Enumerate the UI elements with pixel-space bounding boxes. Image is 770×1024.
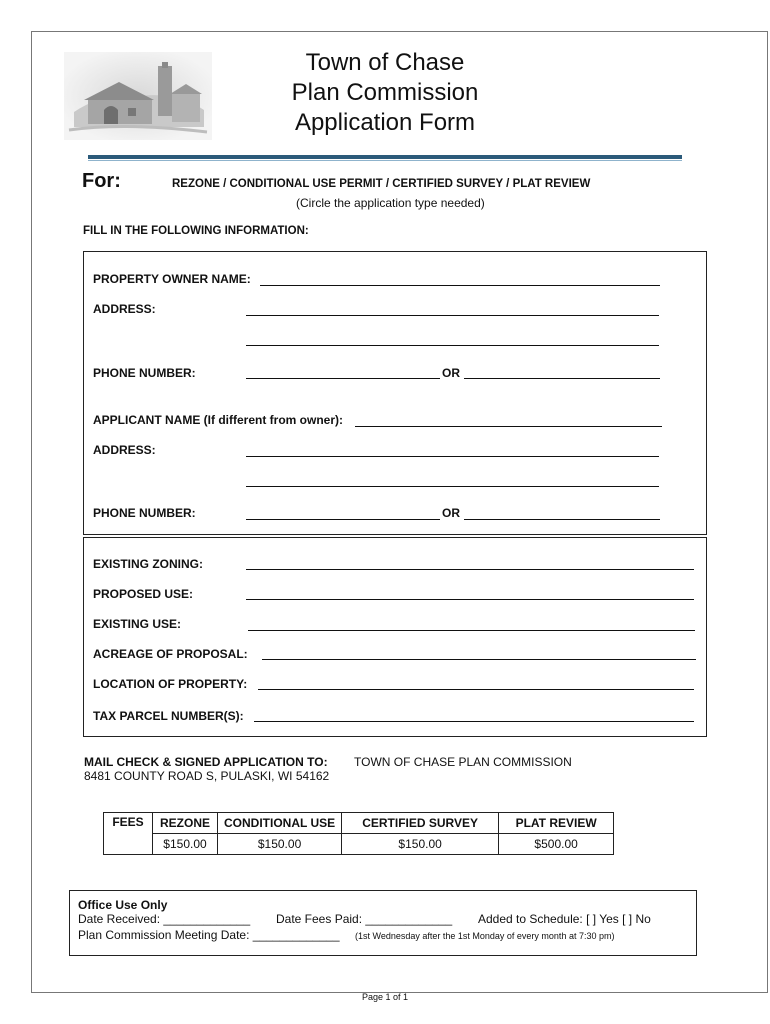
existing-zoning-field[interactable]	[246, 569, 694, 570]
location-field[interactable]	[258, 689, 694, 690]
mail-address: 8481 COUNTY ROAD S, PULASKI, WI 54162	[84, 769, 330, 783]
fee-type-plat-review: PLAT REVIEW	[499, 813, 614, 834]
tax-parcel-label: TAX PARCEL NUMBER(S):	[93, 709, 244, 723]
owner-address-field-2[interactable]	[246, 345, 659, 346]
fee-type-certified-survey: CERTIFIED SURVEY	[342, 813, 499, 834]
fee-value-rezone: $150.00	[153, 834, 218, 855]
fee-value-conditional-use: $150.00	[218, 834, 342, 855]
acreage-label: ACREAGE OF PROPOSAL:	[93, 647, 248, 661]
added-to-schedule-field: Added to Schedule: [ ] Yes [ ] No	[478, 912, 651, 926]
for-label: For:	[82, 170, 121, 192]
title-line-2: Plan Commission	[291, 79, 479, 106]
fees-value-row	[104, 834, 614, 855]
applicant-address-field-1[interactable]	[246, 456, 659, 457]
applicant-phone-label: PHONE NUMBER:	[93, 506, 196, 520]
date-received-field: Date Received: _____________	[78, 912, 251, 926]
proposed-use-field[interactable]	[246, 599, 694, 600]
page-number: Page 1 of 1	[361, 992, 409, 1002]
header-rule	[88, 155, 682, 159]
owner-phone-label: PHONE NUMBER:	[93, 366, 196, 380]
existing-use-field[interactable]	[248, 630, 695, 631]
fee-type-rezone: REZONE	[153, 813, 218, 834]
application-type-instruction: (Circle the application type needed)	[296, 196, 485, 210]
application-types[interactable]: REZONE / CONDITIONAL USE PERMIT / CERTIFIED SURVEY / PLAT REVIEW	[172, 178, 591, 190]
tax-parcel-field[interactable]	[254, 721, 694, 722]
form-title	[250, 48, 520, 138]
office-use-section	[69, 890, 697, 956]
fees-label: FEES	[104, 813, 153, 855]
acreage-field[interactable]	[262, 659, 696, 660]
applicant-or-label: OR	[442, 506, 460, 520]
town-hall-logo	[64, 52, 212, 140]
applicant-alt-phone-field[interactable]	[464, 519, 660, 520]
owner-or-label: OR	[442, 366, 460, 380]
owner-address-label: ADDRESS:	[93, 302, 156, 316]
proposed-use-label: PROPOSED USE:	[93, 587, 194, 601]
meeting-date-field: Plan Commission Meeting Date: _____________	[78, 928, 340, 942]
applicant-address-label: ADDRESS:	[93, 443, 156, 457]
existing-use-label: EXISTING USE:	[93, 617, 182, 631]
office-use-title: Office Use Only	[78, 898, 168, 912]
title-line-1: Town of Chase	[305, 49, 465, 76]
fee-value-plat-review: $500.00	[499, 834, 614, 855]
header-rule-accent	[88, 160, 682, 161]
applicant-name-field[interactable]	[355, 426, 662, 427]
applicant-name-label: APPLICANT NAME (If different from owner):	[93, 413, 343, 427]
fee-value-certified-survey: $150.00	[342, 834, 499, 855]
fill-in-heading: FILL IN THE FOLLOWING INFORMATION:	[83, 225, 309, 237]
owner-address-field-1[interactable]	[246, 315, 659, 316]
existing-zoning-label: EXISTING ZONING:	[93, 557, 204, 571]
date-fees-paid-field: Date Fees Paid: _____________	[276, 912, 453, 926]
location-label: LOCATION OF PROPERTY:	[93, 677, 248, 691]
owner-name-label: PROPERTY OWNER NAME:	[93, 272, 251, 286]
meeting-date-note: (1st Wednesday after the 1st Monday of every month at 7:30 pm)	[355, 931, 615, 941]
owner-phone-field[interactable]	[246, 378, 440, 379]
applicant-phone-field[interactable]	[246, 519, 440, 520]
fee-type-conditional-use: CONDITIONAL USE	[218, 813, 342, 834]
title-line-3: Application Form	[294, 109, 476, 136]
fees-header-row	[104, 813, 614, 834]
fees-table	[103, 812, 614, 855]
mail-recipient: TOWN OF CHASE PLAN COMMISSION	[354, 755, 572, 769]
applicant-address-field-2[interactable]	[246, 486, 659, 487]
mail-label: MAIL CHECK & SIGNED APPLICATION TO:	[84, 755, 328, 769]
owner-alt-phone-field[interactable]	[464, 378, 660, 379]
owner-name-field[interactable]	[260, 285, 660, 286]
owner-applicant-section	[83, 251, 707, 535]
